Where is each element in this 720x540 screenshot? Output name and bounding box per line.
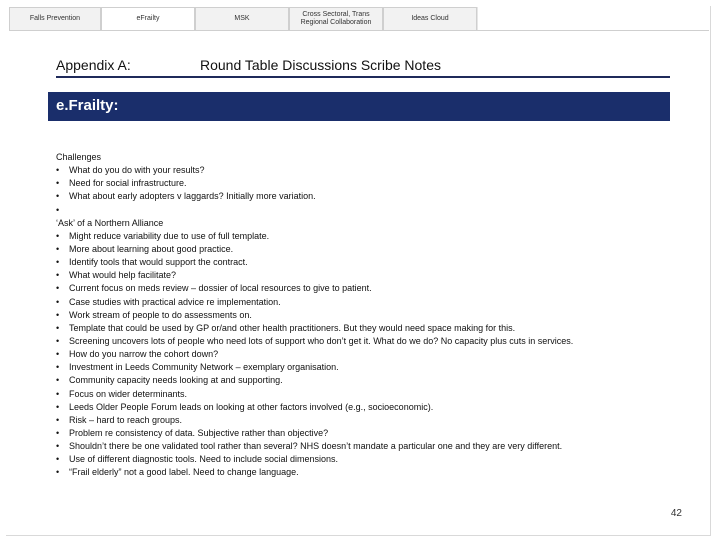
list-item [56, 256, 676, 269]
tab-ideas-cloud[interactable]: Ideas Cloud [383, 7, 477, 30]
tab-msk[interactable]: MSK [195, 7, 289, 30]
list-item [56, 243, 676, 256]
list-item-text: Case studies with practical advice re implementation. [69, 296, 281, 307]
list-item-text: Shouldn’t there be one validated tool rather than several? NHS doesn’t mandate a particular one and they are very different. [69, 441, 563, 452]
section-banner [48, 92, 670, 121]
list-item-text: Problem re consistency of data. Subjective rather than objective? [69, 427, 329, 438]
tab-falls-prevention[interactable]: Falls Prevention [9, 7, 101, 30]
list-item-text: Investment in Leeds Community Network – exemplary organisation. [69, 362, 339, 373]
list-item [56, 177, 676, 190]
list-item-text: Identify tools that would support the contract. [69, 257, 248, 268]
bullet-icon: • [56, 257, 60, 268]
list-item-text: “Frail elderly” not a good label. Need to change language. [69, 467, 299, 478]
list-item-text: Current focus on meds review – dossier of local resources to give to patient. [69, 283, 372, 294]
list-item-text: Use of different diagnostic tools. Need to include social dimensions. [69, 454, 338, 465]
bullet-icon: • [56, 335, 60, 346]
ask-list [56, 230, 676, 480]
list-item-text: Risk – hard to reach groups. [69, 414, 183, 425]
list-item [56, 164, 676, 177]
list-item-text: Work stream of people to do assessments on. [69, 309, 252, 320]
list-item-text: What would help facilitate? [69, 270, 177, 281]
bullet-icon: • [56, 309, 60, 320]
list-item-text: Template that could be used by GP or/and other health practitioners. But they would need space making for this. [69, 322, 516, 333]
list-item-text: More about learning about good practice. [69, 243, 234, 254]
banner-title: e.Frailty: [56, 97, 119, 114]
list-item [56, 466, 676, 479]
bullet-icon: • [56, 283, 60, 294]
list-item [56, 374, 676, 387]
bullet-icon: • [56, 467, 60, 478]
list-item-text: Screening uncovers lots of people who need lots of support who don’t get it. What do we do? No capacity plus cuts in services. [69, 335, 574, 346]
list-item-text: Leeds Older People Forum leads on looking at other factors involved (e.g., socioeconomic). [69, 401, 434, 412]
list-item [56, 453, 676, 466]
list-item-text: What about early adopters v laggards? Initially more variation. [69, 191, 316, 202]
list-item [56, 427, 676, 440]
list-item [56, 322, 676, 335]
tab-cross-sectoral[interactable]: Cross Sectoral, Trans Regional Collaboration [289, 7, 383, 30]
tab-efrailty[interactable]: eFrailty [101, 7, 195, 30]
list-item [56, 414, 676, 427]
list-item-text: Need for social infrastructure. [69, 178, 187, 189]
list-item [56, 361, 676, 374]
bullet-icon: • [56, 178, 60, 189]
list-item-text: Might reduce variability due to use of full template. [69, 230, 270, 241]
bullet-icon: • [56, 349, 60, 360]
scribe-notes [56, 151, 676, 480]
list-item [56, 269, 676, 282]
list-item [56, 190, 676, 203]
bullet-icon: • [56, 165, 60, 176]
tab-divider [9, 30, 709, 31]
bullet-icon: • [56, 191, 60, 202]
list-item [56, 335, 676, 348]
list-item [56, 440, 676, 453]
appendix-label: Appendix A: [56, 57, 131, 73]
bullet-icon: • [56, 322, 60, 333]
list-item [56, 282, 676, 295]
list-item [56, 309, 676, 322]
heading-row [56, 57, 670, 78]
bullet-icon: • [56, 362, 60, 373]
list-item [56, 388, 676, 401]
bullet-icon: • [56, 427, 60, 438]
bullet-icon: • [56, 401, 60, 412]
bullet-icon: • [56, 414, 60, 425]
bullet-icon: • [56, 375, 60, 386]
bullet-icon: • [56, 296, 60, 307]
list-item-text: How do you narrow the cohort down? [69, 349, 219, 360]
page-number: 42 [670, 508, 682, 519]
list-item-text: Community capacity needs looking at and supporting. [69, 375, 283, 386]
challenges-list [56, 164, 676, 217]
list-item-text: Focus on wider determinants. [69, 388, 188, 399]
ask-heading: ‘Ask’ of a Northern Alliance [56, 217, 164, 228]
list-item [56, 348, 676, 361]
page-title: Round Table Discussions Scribe Notes [200, 57, 441, 73]
bullet-icon: • [56, 454, 60, 465]
bullet-icon: • [56, 441, 60, 452]
bullet-icon: • [56, 270, 60, 281]
challenges-heading: Challenges [56, 152, 102, 162]
bullet-icon: • [56, 243, 60, 254]
list-item [56, 204, 676, 217]
list-item [56, 230, 676, 243]
list-item [56, 296, 676, 309]
tab-bar [9, 7, 709, 31]
bullet-icon: • [56, 204, 60, 215]
bullet-icon: • [56, 230, 60, 241]
bullet-icon: • [56, 388, 60, 399]
list-item-text: What do you do with your results? [69, 165, 205, 176]
list-item [56, 401, 676, 414]
